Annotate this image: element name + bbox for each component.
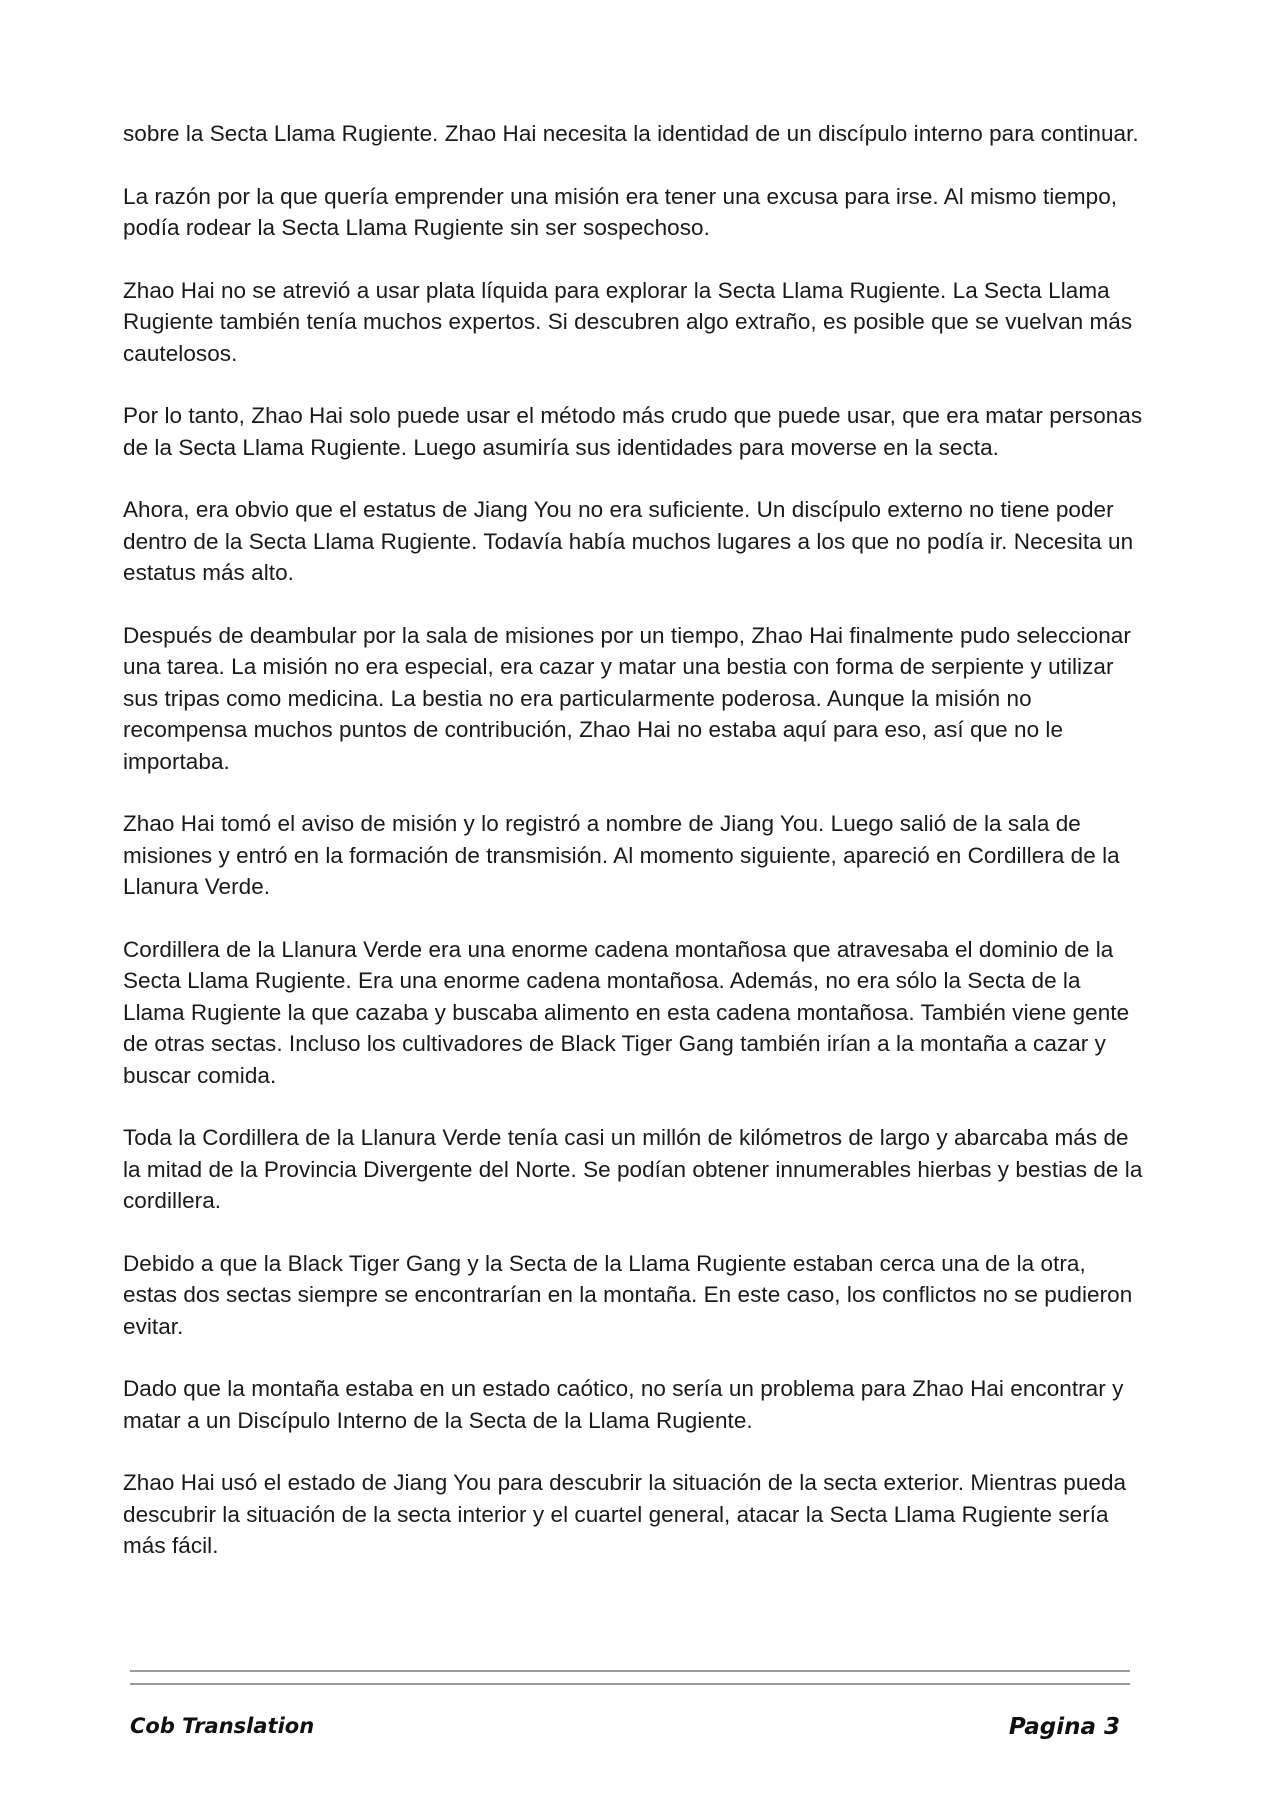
paragraph: Por lo tanto, Zhao Hai solo puede usar el método más crudo que puede usar, que era matar personas de la Secta Llama Rugiente. Luego asumiría sus identidades para moverse en la secta.: [123, 403, 1143, 460]
paragraph: Después de deambular por la sala de misiones por un tiempo, Zhao Hai finalmente pudo seleccionar una tarea. La misión no era especial, era cazar y matar una bestia con forma de serpiente y utilizar sus tripas como medicina. La bestia no era particularmente poderosa. Aunque la misión no recompensa muchos puntos de contribución, Zhao Hai no estaba aquí para eso, así que no le importaba.: [123, 622, 1131, 774]
footer-translator-credit: Cob Translation: [130, 1714, 315, 1738]
page-body: [123, 118, 1143, 1593]
paragraph: Zhao Hai tomó el aviso de misión y lo registró a nombre de Jiang You. Luego salió de la sala de misiones y entró en la formación de transmisión. Al momento siguiente, apareció en Cordillera de la Llanura Verde.: [123, 811, 1120, 899]
paragraph: La razón por la que quería emprender una misión era tener una excusa para irse. Al mismo tiempo, podía rodear la Secta Llama Rugiente sin ser sospechoso.: [123, 183, 1118, 240]
footer-divider-bottom: [130, 1683, 1130, 1685]
paragraph: Ahora, era obvio que el estatus de Jiang You no era suficiente. Un discípulo externo no tiene poder dentro de la Secta Llama Rugiente. Todavía había muchos lugares a los que no podía ir. Necesita un estatus más alto.: [123, 497, 1134, 585]
paragraph: Toda la Cordillera de la Llanura Verde tenía casi un millón de kilómetros de largo y abarcaba más de la mitad de la Provincia Divergente del Norte. Se podían obtener innumerables hierbas y bestias de la cordillera.: [123, 1125, 1143, 1213]
paragraph: Zhao Hai usó el estado de Jiang You para descubrir la situación de la secta exterior. Mientras pueda descubrir la situación de la secta interior y el cuartel general, atacar la Secta Llama Rugiente sería más fácil.: [123, 1470, 1127, 1558]
footer-divider-top: [130, 1670, 1130, 1672]
paragraph: Dado que la montaña estaba en un estado caótico, no sería un problema para Zhao Hai encontrar y matar a un Discípulo Interno de la Secta de la Llama Rugiente.: [123, 1376, 1124, 1433]
paragraph: sobre la Secta Llama Rugiente. Zhao Hai necesita la identidad de un discípulo interno para continuar.: [123, 121, 1139, 146]
paragraph: Zhao Hai no se atrevió a usar plata líquida para explorar la Secta Llama Rugiente. La Secta Llama Rugiente también tenía muchos expertos. Si descubren algo extraño, es posible que se vuelvan más cautelosos.: [123, 277, 1133, 366]
paragraph: Cordillera de la Llanura Verde era una enorme cadena montañosa que atravesaba el dominio de la Secta Llama Rugiente. Era una enorme cadena montañosa. Además, no era sólo la Secta de la Llama Rugiente la que cazaba y buscaba alimento en esta cadena montañosa. También viene gente de otras sectas. Incluso los cultivadores de Black Tiger Gang también irían a la montaña a cazar y buscar comida.: [123, 936, 1130, 1088]
paragraph: Debido a que la Black Tiger Gang y la Secta de la Llama Rugiente estaban cerca una de la otra, estas dos sectas siempre se encontrarían en la montaña. En este caso, los conflictos no se pudieron evitar.: [123, 1250, 1133, 1339]
footer-page-number: Pagina 3: [1008, 1714, 1120, 1740]
